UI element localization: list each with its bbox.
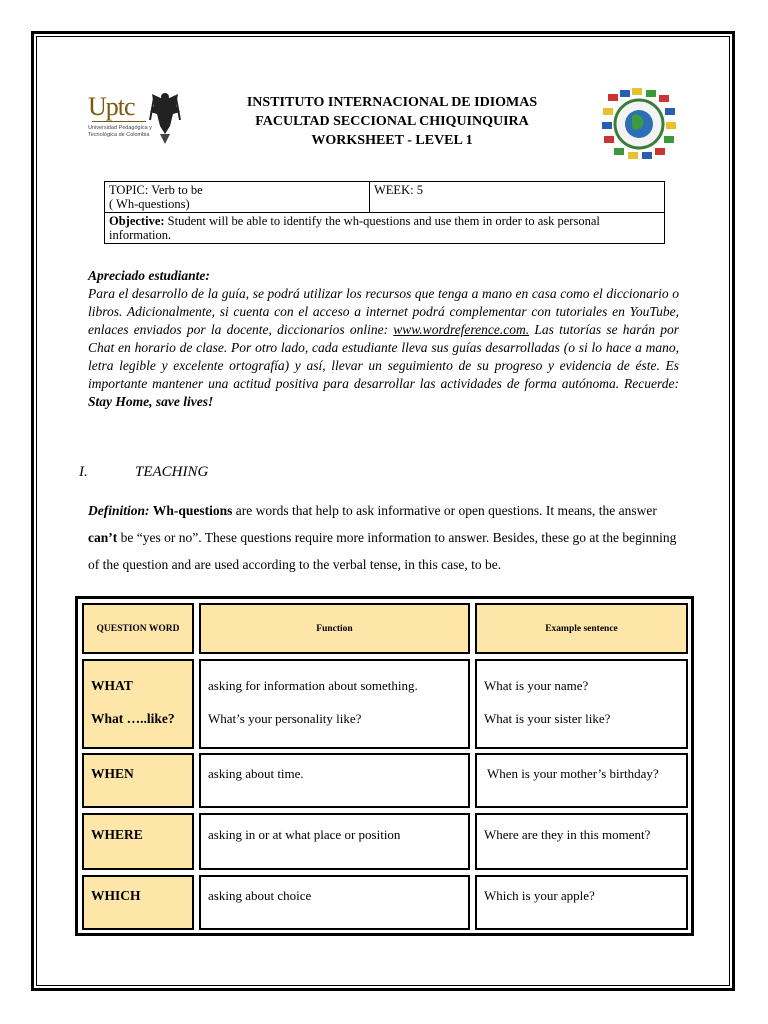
letter-text-2: Las tutorías se harán por Chat en horario de clase. Por otro lado, cada estudiante lleva sus guías desarrolladas (o si lo hace a mano, letra legible y excelente ortografía) y así, llevar un seguimiento de su progreso y evidencia de éste. Es importante mantener una actitud positiva para desarrollar las actividades de forma autónoma. Recuerde: bbox=[88, 322, 679, 391]
uptc-logo bbox=[88, 90, 188, 150]
question-word: WHERE bbox=[91, 827, 143, 842]
question-word: WHEN bbox=[91, 766, 134, 781]
letter-text-1: Para el desarrollo de la guía, se podrá utilizar los recursos que tenga a mano en casa como el diccionario o libros. Adicionalmente, si cuenta con el acceso a internet podrá complementar con tutoriales en YouTube, enlaces enviados por la docente, diccionarios online: bbox=[88, 286, 679, 337]
table-row-where-word bbox=[82, 813, 194, 870]
document-header bbox=[200, 93, 584, 150]
question-word: WHAT bbox=[91, 678, 133, 693]
table-row-where-example bbox=[475, 813, 688, 870]
table-row-when-function bbox=[199, 753, 470, 808]
section-number: I. bbox=[79, 464, 88, 480]
institute-globe-flags-logo bbox=[602, 88, 676, 160]
header-function: Function bbox=[199, 603, 470, 654]
faculty-name: FACULTAD SECCIONAL CHIQUINQUIRA bbox=[255, 114, 529, 129]
example-sentence: When is your mother’s birthday? bbox=[484, 766, 659, 781]
question-word-table bbox=[75, 596, 694, 936]
objective-label: Objective: bbox=[109, 214, 165, 228]
definition-paragraph bbox=[88, 497, 688, 578]
worksheet-title: WORKSHEET - LEVEL 1 bbox=[311, 133, 473, 148]
section-title: TEACHING bbox=[135, 464, 209, 480]
topic-table bbox=[104, 181, 665, 244]
question-word-variant: What …..like? bbox=[91, 711, 175, 726]
table-row-which-function bbox=[199, 875, 470, 930]
definition-text-1: are words that help to ask informative or open questions. It means, the answer bbox=[232, 503, 657, 518]
table-row-which-example bbox=[475, 875, 688, 930]
wordreference-link[interactable]: www.wordreference.com. bbox=[393, 322, 530, 337]
table-row-what-example bbox=[475, 659, 688, 749]
topic-label: TOPIC: Verb to be bbox=[109, 183, 203, 197]
letter-closing: Stay Home, save lives! bbox=[88, 394, 214, 409]
header-example-sentence: Example sentence bbox=[475, 603, 688, 654]
objective-cell bbox=[105, 213, 665, 244]
logo-wordmark: Uptc bbox=[88, 92, 135, 121]
eagle-crest-icon bbox=[148, 90, 182, 146]
week-label: WEEK: 5 bbox=[374, 183, 423, 197]
function-text: asking about choice bbox=[208, 888, 312, 903]
institute-name: INSTITUTO INTERNACIONAL DE IDIOMAS bbox=[246, 95, 538, 110]
example-sentence: What is your name? bbox=[484, 678, 589, 693]
example-sentence: What is your sister like? bbox=[484, 711, 611, 726]
definition-text-2: be “yes or no”. These questions require more information to answer. Besides, these go at the beginning of the question and are used according to the verbal tense, in this case, to be. bbox=[88, 530, 677, 572]
table-row-when-word bbox=[82, 753, 194, 808]
student-letter bbox=[88, 267, 679, 411]
function-text: asking for information about something. bbox=[208, 678, 418, 693]
example-sentence: Which is your apple? bbox=[484, 888, 595, 903]
topic-cell bbox=[105, 182, 370, 213]
function-text: asking in or at what place or position bbox=[208, 827, 401, 842]
table-row-where-function bbox=[199, 813, 470, 870]
letter-heading: Apreciado estudiante: bbox=[88, 268, 210, 283]
question-word: WHICH bbox=[91, 888, 141, 903]
header-question-word: QUESTION WORD bbox=[82, 603, 194, 654]
definition-label: Definition: bbox=[88, 503, 150, 518]
table-row-what-word bbox=[82, 659, 194, 749]
table-row-when-example bbox=[475, 753, 688, 808]
logo-subtitle-line2: Tecnológica de Colombia bbox=[88, 132, 150, 138]
logo-subtitle-line1: Universidad Pedagógica y bbox=[88, 125, 152, 131]
table-row-which-word bbox=[82, 875, 194, 930]
function-text: What’s your personality like? bbox=[208, 711, 362, 726]
definition-emphasis: can’t bbox=[88, 530, 118, 545]
objective-text: Student will be able to identify the wh-questions and use them in order to ask personal information. bbox=[109, 214, 600, 242]
week-cell bbox=[370, 182, 665, 213]
function-text: asking about time. bbox=[208, 766, 304, 781]
example-sentence: Where are they in this moment? bbox=[484, 827, 651, 842]
table-row-what-function bbox=[199, 659, 470, 749]
topic-subtitle: ( Wh-questions) bbox=[109, 197, 190, 211]
definition-term: Wh-questions bbox=[152, 503, 233, 518]
